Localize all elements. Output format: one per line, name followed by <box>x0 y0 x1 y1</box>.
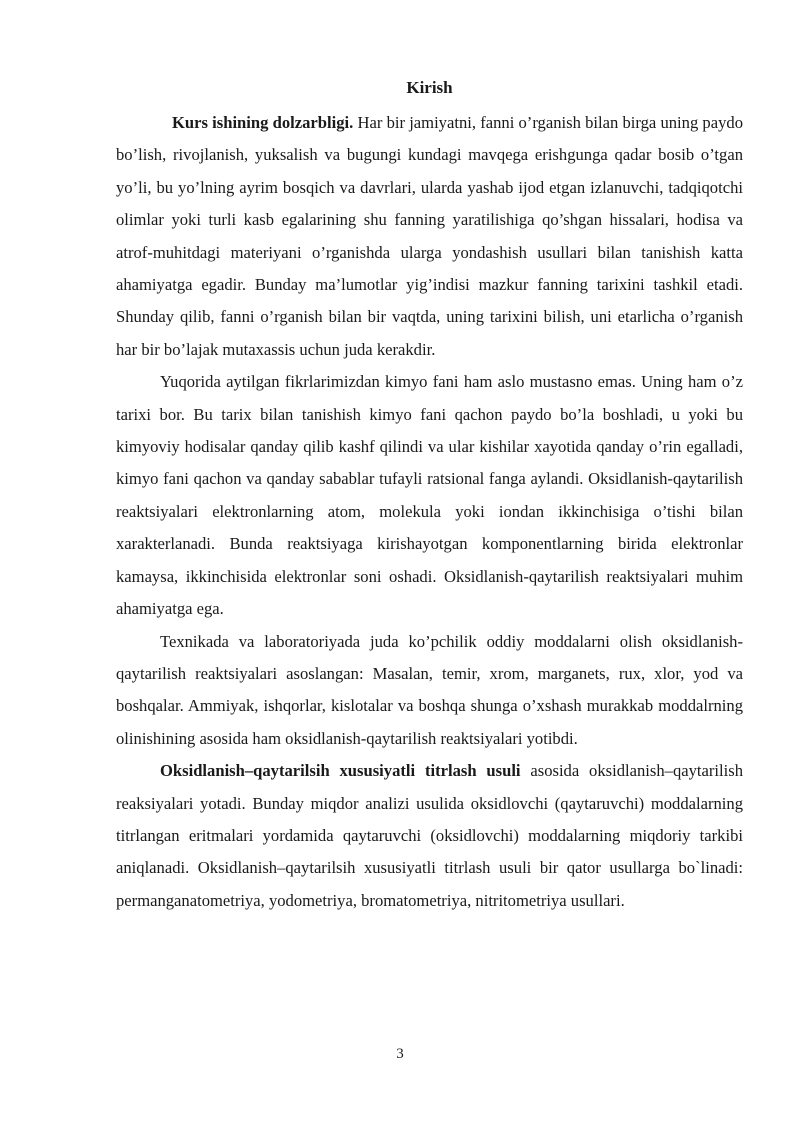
page-number: 3 <box>396 1046 404 1062</box>
paragraph-lead-bold: Kurs ishining dolzarbligi. <box>172 113 354 132</box>
paragraph-text: asosida oksidlanish–qaytarilish reaksiyalari yotadi. Bunday miqdor analizi usulida oksidlovchi (qaytaruvchi) moddalarning titrlangan eritmalari yordamida qaytaruvchi (oksidlovchi) moddalarning miqdoriy tarkibi aniqlanadi. Oksidlanish–qaytarilsih xususiyatli titrlash usuli bir qator usullarga bo`linadi: permanganatometriya, yodometriya, bromatometriya, nitritometriya usullari. <box>116 761 743 910</box>
paragraph-technology <box>116 626 743 756</box>
paragraph-text: Yuqorida aytilgan fikrlarimizdan kimyo fani ham aslo mustasno emas. Uning ham o’z tarixi bor. Bu tarix bilan tanishish kimyo fani qachon paydo bo’la boshladi, u yoki bu kimyoviy hodisalar qanday qilib kashf qilindi va ular kishilar xayotida qanday o’rin egalladi, kimyo fani qachon va qanday sabablar tufayli ratsional fanga aylandi. Oksidlanish-qaytarilish reaktsiyalari elektronlarning atom, molekula yoki iondan ikkinchisiga o’tishi bilan xarakterlanadi. Bunda reaktsiyaga kirishayotgan komponentlarning birida elektronlar kamaysa, ikkinchisida elektronlar soni oshadi. Oksidlanish-qaytarilish reaktsiyalari muhim ahamiyatga ega. <box>116 372 743 619</box>
document-page <box>116 76 743 917</box>
paragraph-text: Texnikada va laboratoriyada juda ko’pchilik oddiy moddalarni olish oksidlanish-qaytarilish reaktsiyalari asoslangan: Masalan, temir, xrom, marganets, rux, xlor, yod va boshqalar. Ammiyak, ishqorlar, kislotalar va boshqa shunga o’xshash murakkab moddalrning olinishining asosida ham oksidlanish-qaytarilish reaktsiyalari yotibdi. <box>116 631 743 748</box>
page-title: Kirish <box>406 78 453 97</box>
paragraph-relevance <box>116 107 743 366</box>
paragraph-chemistry-history <box>116 366 743 625</box>
paragraph-titration <box>116 755 743 917</box>
paragraph-lead-bold: Oksidlanish–qaytarilsih xususiyatli titrlash usuli <box>160 761 521 781</box>
paragraph-text: Har bir jamiyatni, fanni o’rganish bilan birga uning paydo bo’lish, rivojlanish, yuksalish va bugungi kundagi mavqega erishgunga qadar bosib o’tgan yo’li, bu yo’lning ayrim bosqich va davrlari, ularda yashab ijod etgan izlanuvchi, tadqiqotchi olimlar yoki turli kasb egalarining shu fanning yaratilishiga qo’shgan hissalari, hodisa va atrof-muhitdagi materiyani o’rganishda ularga yondashish usullari bilan tanishish katta ahamiyatga egadir. Bunday ma’lumotlar yig’indisi mazkur fanning tarixini tashkil etadi. Shunday qilib, fanni o’rganish bilan bir vaqtda, uning tarixini bilish, uni etarlicha o’rganish har bir bo’lajak mutaxassis uchun juda kerakdir. <box>116 113 743 359</box>
